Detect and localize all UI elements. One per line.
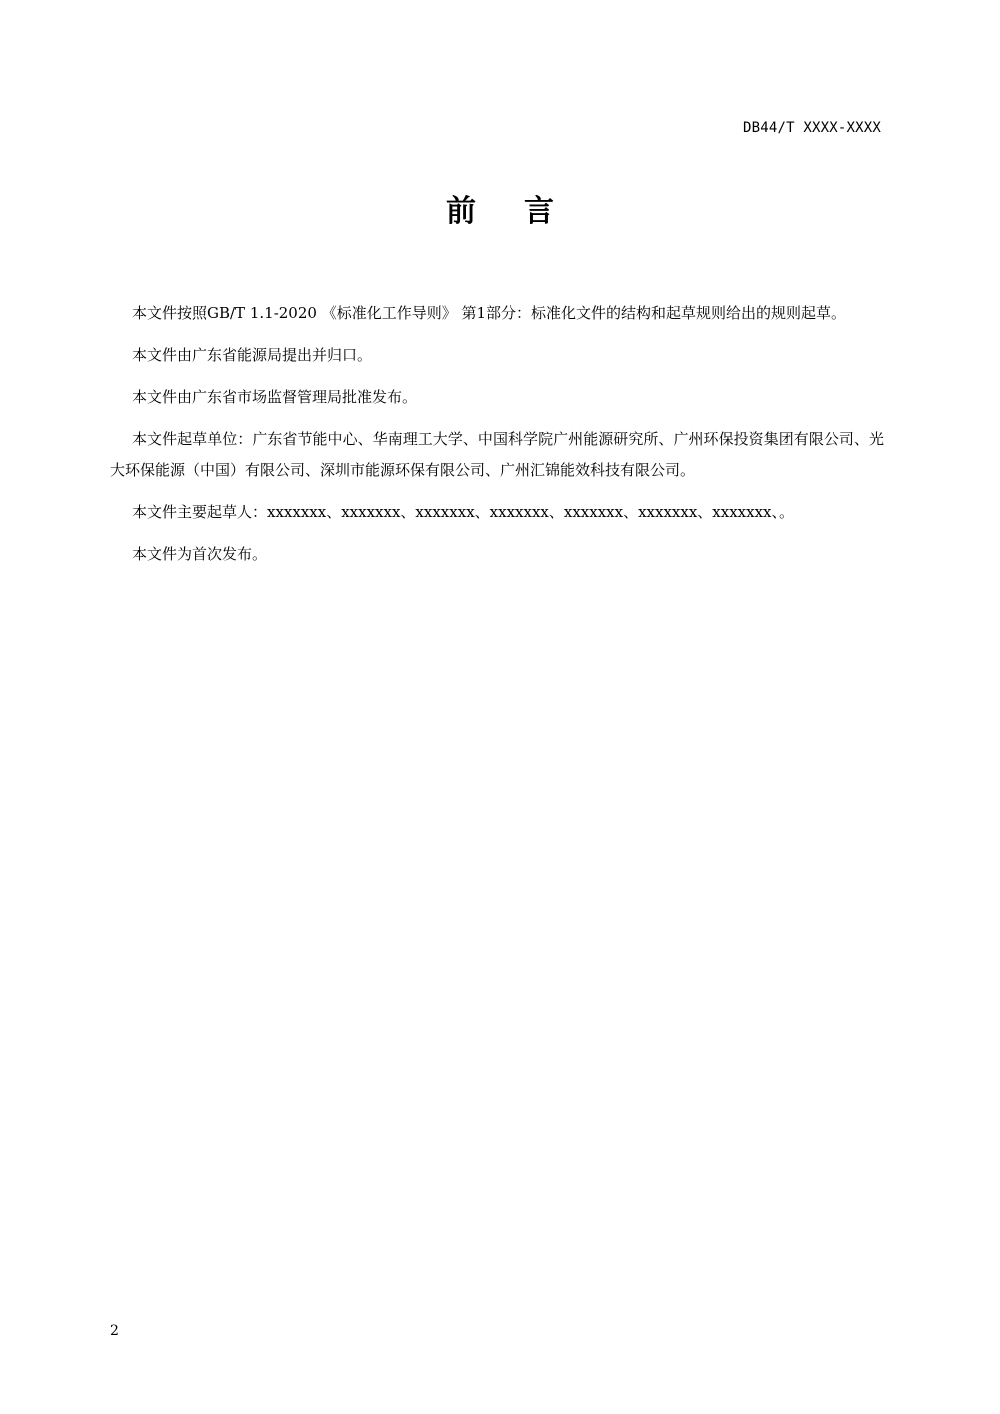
paragraph-main-drafters: 本文件主要起草人：xxxxxxx、xxxxxxx、xxxxxxx、xxxxxxx、xxxxxxx、xxxxxxx、xxxxxxx、。 [132, 503, 795, 521]
document-code: DB44/T XXXX-XXXX [742, 120, 881, 136]
paragraph-drafting-rules: 本文件按照GB/T 1.1-2020 《标准化工作导则》 第1部分：标准化文件的结构和起草规则给出的规则起草。 [132, 304, 847, 322]
page-number: 2 [110, 1323, 119, 1339]
paragraph-proposer: 本文件由广东省能源局提出并归口。 [132, 346, 373, 364]
paragraph-first-release: 本文件为首次发布。 [132, 545, 268, 563]
paragraph-drafting-units: 本文件起草单位：广东省节能中心、华南理工大学、中国科学院广州能源研究所、广州环保投资集团有限公司、光大环保能源（中国）有限公司、深圳市能源环保有限公司、广州汇锦能效科技有限公司。 [110, 430, 884, 479]
paragraph-approver: 本文件由广东省市场监督管理局批准发布。 [132, 388, 418, 406]
page-title: 前言 [446, 194, 602, 229]
foreword-body [110, 298, 884, 581]
